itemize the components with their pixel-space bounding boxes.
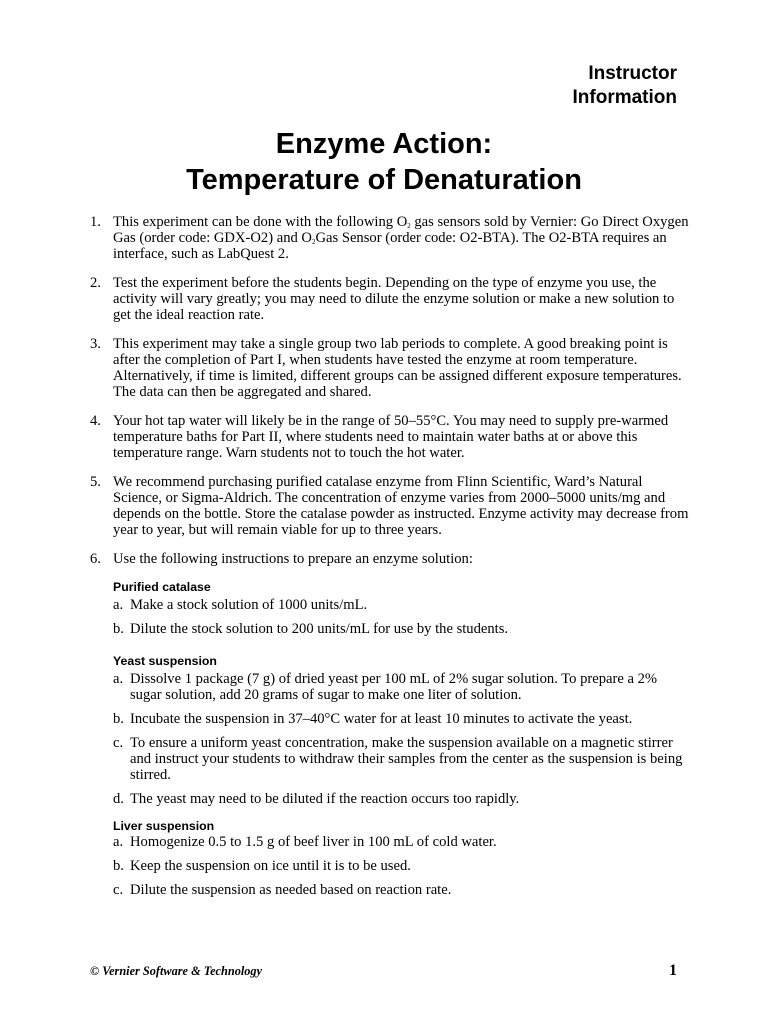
- item-6-text: Use the following instructions to prepare an enzyme solution:: [113, 551, 473, 567]
- step-letter: b.: [113, 711, 124, 727]
- page-title: [0, 126, 768, 198]
- step-letter: a.: [113, 597, 124, 613]
- item-1-text: This experiment can be done with the following $O_2$ gas sensors sold by Vernier: Go Direct Oxygen Gas (order code: GDX-O2) and $O_2Gas$ Sensor (order code: O2-BTA). The O2-BTA requires an interface, such as LabQuest 2.: [113, 214, 689, 262]
- item-number: 2.: [90, 275, 101, 291]
- list-item-2: [90, 275, 690, 323]
- item-number: 3.: [90, 336, 101, 352]
- step-text: The yeast may need to be diluted if the reaction occurs too rapidly.: [130, 791, 520, 807]
- step-letter: c.: [113, 735, 124, 751]
- step-text: To ensure a uniform yeast concentration, make the suspension available on a magnetic stirrer and instruct your students to withdraw their samples from the center as the suspension is being stirred.: [130, 735, 683, 783]
- item-number: 4.: [90, 413, 101, 429]
- header-line-2: Information: [572, 87, 677, 108]
- step-letter: b.: [113, 621, 124, 637]
- item-4-text: Your hot tap water will likely be in the range of 50–55°C. You may need to supply pre-warmed temperature baths for Part II, where students need to maintain water baths at or above this temperature range. Warn students not to touch the hot water.: [113, 413, 669, 461]
- step-letter: c.: [113, 882, 124, 898]
- list-item-1: [90, 214, 690, 262]
- step-letter: b.: [113, 858, 124, 874]
- purified-catalase-section: [90, 580, 690, 637]
- yeast-suspension-section: [90, 654, 690, 807]
- sub-step: [113, 597, 690, 613]
- title-line-2: Temperature of Denaturation: [186, 164, 582, 196]
- step-letter: a.: [113, 671, 124, 687]
- list-item-6: [90, 551, 690, 567]
- copyright-footer: © Vernier Software & Technology: [90, 964, 263, 978]
- item-2-text: Test the experiment before the students begin. Depending on the type of enzyme you use, the activity will vary greatly; you may need to dilute the enzyme solution or make a new solution to get the ideal reaction rate.: [113, 275, 675, 323]
- item-3-text: This experiment may take a single group two lab periods to complete. A good breaking point is after the completion of Part I, when students have tested the enzyme at room temperature. Alternatively, if time is limited, different groups can be assigned different exposure temperatures. The data can then be aggregated and shared.: [113, 336, 682, 400]
- step-letter: d.: [113, 791, 124, 807]
- section-heading: Purified catalase: [113, 580, 211, 594]
- page-number: 1: [669, 962, 677, 979]
- sub-step: [113, 711, 690, 727]
- step-letter: a.: [113, 834, 124, 850]
- section-heading: Liver suspension: [113, 819, 215, 833]
- list-item-4: [90, 413, 690, 461]
- item-5-text: We recommend purchasing purified catalase enzyme from Flinn Scientific, Ward’s Natural Science, or Sigma-Aldrich. The concentration of enzyme varies from 2000–5000 units/mg and depends on the bottle. Store the catalase powder as instructed. Enzyme activity may decrease from year to year, but will remain viable for up to three years.: [113, 474, 689, 538]
- step-text: Make a stock solution of 1000 units/mL.: [130, 597, 368, 613]
- list-item-3: [90, 336, 690, 400]
- section-heading: Yeast suspension: [113, 654, 217, 668]
- header-line-1: Instructor: [588, 63, 677, 84]
- step-text: Homogenize 0.5 to 1.5 g of beef liver in 100 mL of cold water.: [130, 834, 497, 850]
- title-line-1: Enzyme Action:: [275, 128, 493, 160]
- step-text: Dilute the stock solution to 200 units/mL for use by the students.: [130, 621, 509, 637]
- sub-step: [113, 735, 690, 783]
- item-number: 1.: [90, 214, 101, 230]
- item-number: 6.: [90, 551, 101, 567]
- sub-step: [113, 671, 690, 703]
- step-text: Incubate the suspension in 37–40°C water for at least 10 minutes to activate the yeast.: [130, 711, 633, 727]
- item-number: 5.: [90, 474, 101, 490]
- liver-suspension-section: [90, 819, 690, 898]
- sub-step: [113, 834, 690, 850]
- instructor-information-label: [517, 62, 677, 110]
- step-text: Keep the suspension on ice until it is to be used.: [130, 858, 411, 874]
- list-item-5: [90, 474, 690, 538]
- sub-step: [113, 882, 690, 898]
- step-text: Dissolve 1 package (7 g) of dried yeast per 100 mL of 2% sugar solution. To prepare a 2% sugar solution, add 20 grams of sugar to make one liter of solution.: [130, 671, 658, 703]
- instruction-list: [90, 214, 690, 906]
- sub-step: [113, 858, 690, 874]
- step-text: Dilute the suspension as needed based on reaction rate.: [130, 882, 452, 898]
- sub-step: [113, 621, 690, 637]
- sub-step: [113, 791, 690, 807]
